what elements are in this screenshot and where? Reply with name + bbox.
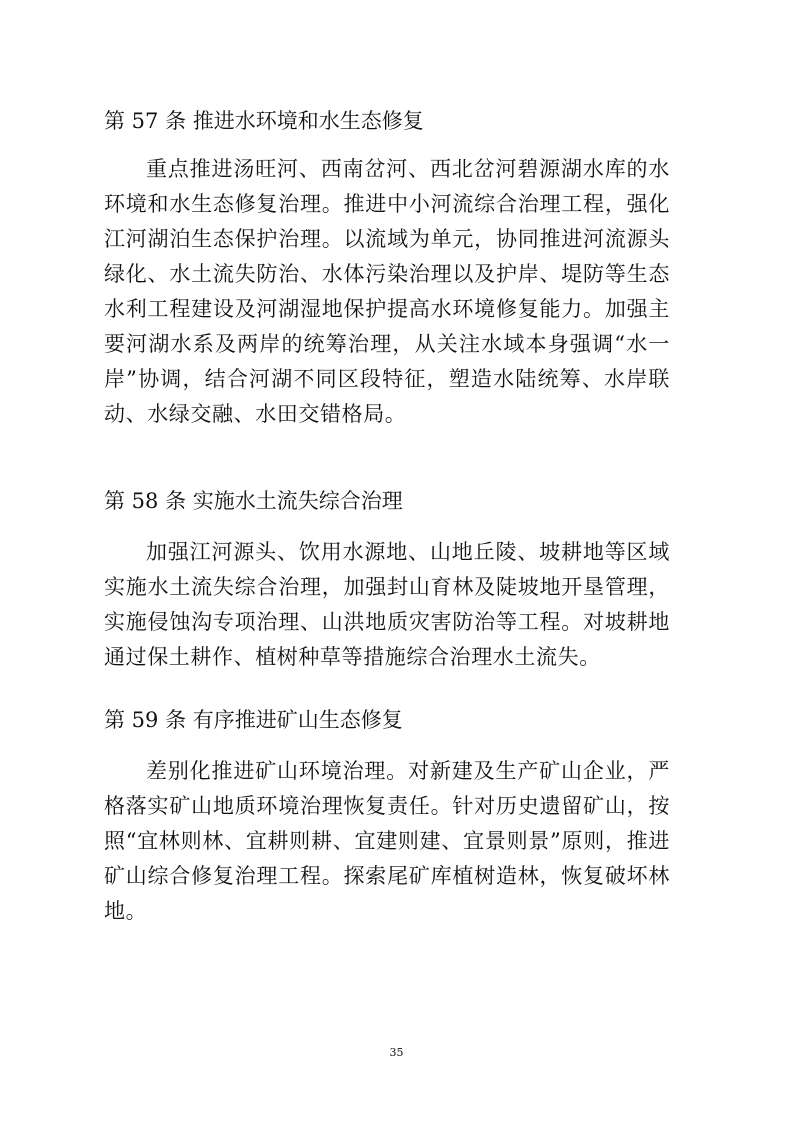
article-58-heading: 第 58 条 实施水土流失综合治理 xyxy=(104,489,403,513)
page-number: 35 xyxy=(389,1046,404,1059)
article-57-paragraph: 重点推进汤旺河、西南岔河、西北岔河碧源湖水库的水环境和水生态修复治理。推进中小河流综合治理工程，强化江河湖泊生态保护治理。以流域为单元，协同推进河流源头绿化、水土流失防治、水体污染治理以及护岸、堤防等生态水利工程建设及河湖湿地保护提高水环境修复能力。加强主要河湖水系及两岸的统筹治理，从关注水域本身强调“水一岸”协调，结合河湖不同区段特征，塑造水陆统筹、水岸联动、水绿交融、水田交错格局。 xyxy=(104,157,670,426)
article-58-paragraph: 加强江河源头、饮用水源地、山地丘陵、坡耕地等区域实施水土流失综合治理，加强封山育林及陡坡地开垦管理，实施侵蚀沟专项治理、山洪地质灾害防治等工程。对坡耕地通过保土耕作、植树种草等措施综合治理水土流失。 xyxy=(104,540,670,669)
article-59-paragraph: 差别化推进矿山环境治理。对新建及生产矿山企业，严格落实矿山地质环境治理恢复责任。针对历史遗留矿山，按照“宜林则林、宜耕则耕、宜建则建、宜景则景”原则，推进矿山综合修复治理工程。探索尾矿库植树造林，恢复破坏林地。 xyxy=(104,759,670,923)
article-59-heading: 第 59 条 有序推进矿山生态修复 xyxy=(104,708,403,732)
article-57-heading: 第 57 条 推进水环境和水生态修复 xyxy=(104,109,424,133)
